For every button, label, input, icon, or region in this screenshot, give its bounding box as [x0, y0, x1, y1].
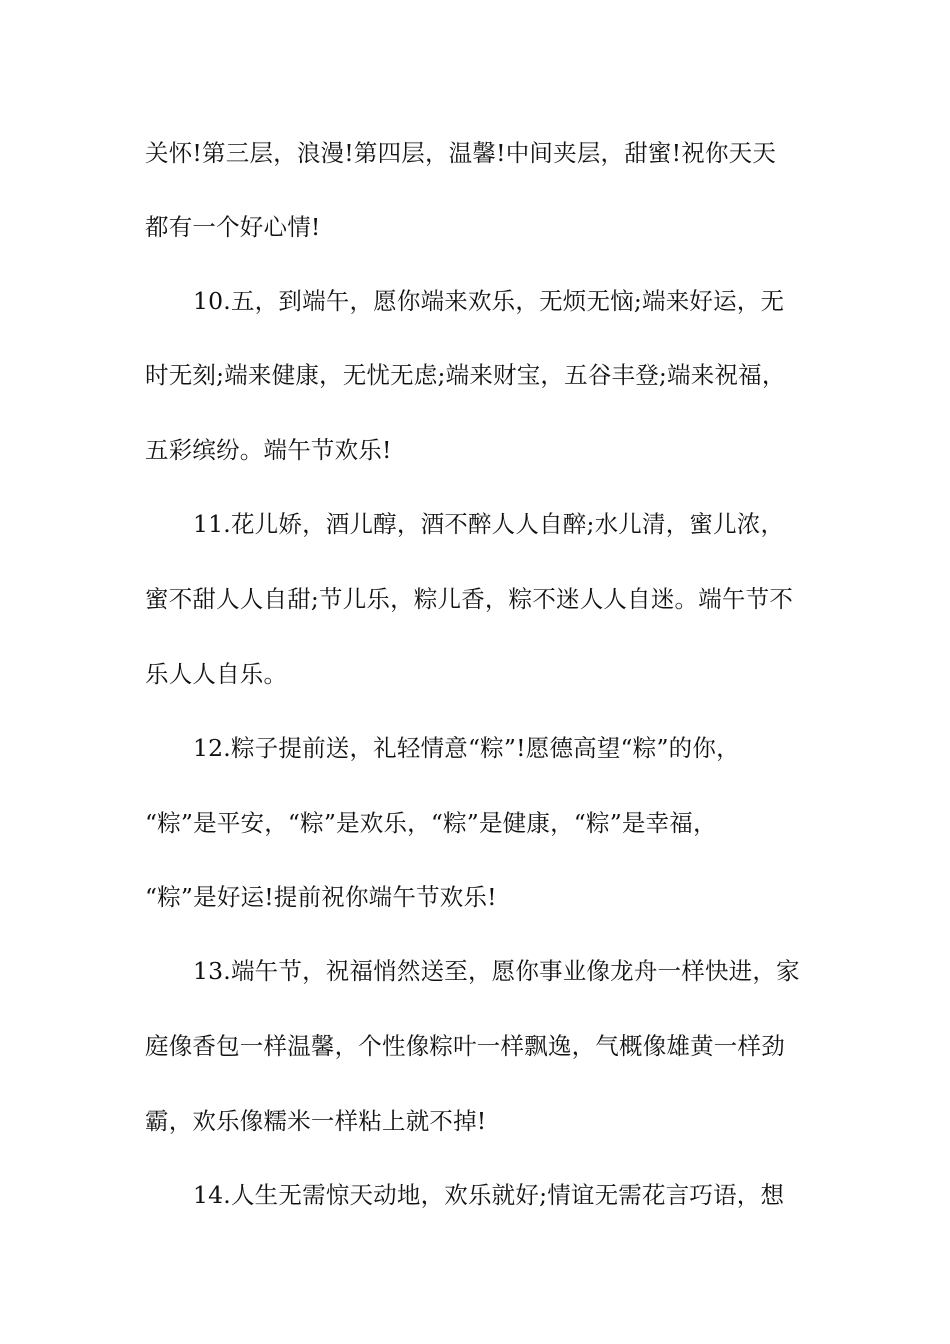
- text-line: 时无刻;端来健康，无忧无虑;端来财宝，五谷丰登;端来祝福，: [145, 361, 786, 389]
- paragraph-12-start: 12.粽子提前送，礼轻情意“粽”!愿德高望“粽”的你，: [193, 734, 740, 762]
- text-line: 庭像香包一样温馨，个性像粽叶一样飘逸，气概像雄黄一样劲: [145, 1032, 785, 1060]
- text-line: “粽”是好运!提前祝你端午节欢乐!: [145, 883, 497, 911]
- text-line: 五彩缤纷。端午节欢乐!: [145, 436, 392, 464]
- text-line: 关怀!第三层，浪漫!第四层，温馨!中间夹层，甜蜜!祝你天天: [145, 139, 777, 167]
- paragraph-13-start: 13.端午节，祝福悄然送至，愿你事业像龙舟一样快进，家: [193, 957, 800, 985]
- paragraph-14-start: 14.人生无需惊天动地，欢乐就好;情谊无需花言巧语，想: [193, 1181, 785, 1209]
- text-line: 乐人人自乐。: [145, 660, 288, 688]
- paragraph-11-start: 11.花儿娇，酒儿醇，酒不醉人人自醉;水儿清，蜜儿浓，: [193, 510, 785, 538]
- text-line: 霸，欢乐像糯米一样粘上就不掉!: [145, 1107, 487, 1135]
- text-line: 都有一个好心情!: [145, 213, 321, 241]
- text-line: 蜜不甜人人自甜;节儿乐，粽儿香，粽不迷人人自迷。端午节不: [145, 585, 794, 613]
- text-line: “粽”是平安，“粽”是欢乐，“粽”是健康，“粽”是幸福，: [145, 809, 717, 837]
- paragraph-10-start: 10.五，到端午，愿你端来欢乐，无烦无恼;端来好运，无: [193, 287, 785, 315]
